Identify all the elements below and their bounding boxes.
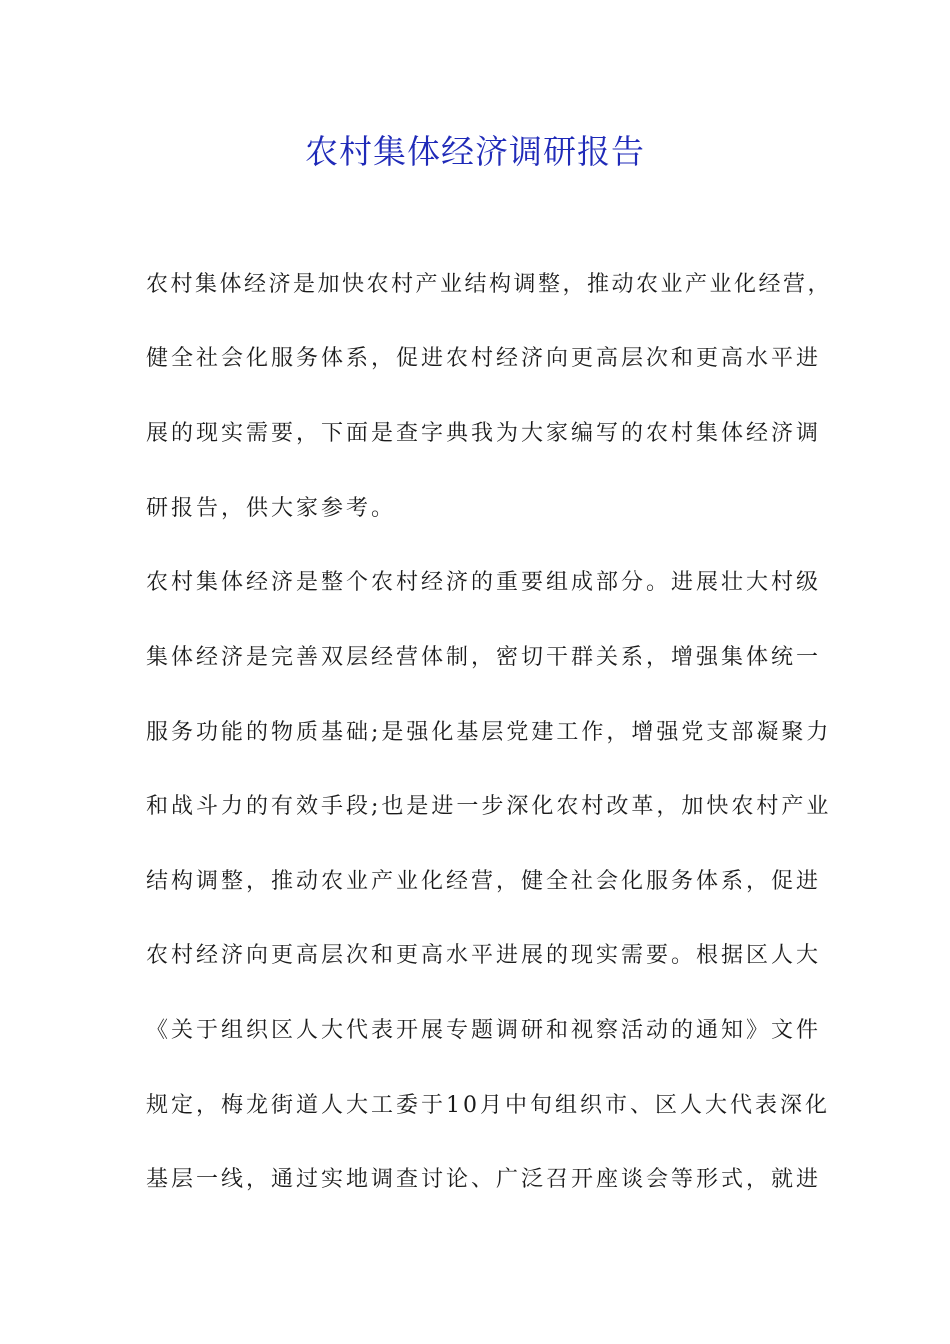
body-line: 农村集体经济是整个农村经济的重要组成部分。进展壮大村级 <box>146 570 822 595</box>
body-line: 服务功能的物质基础;是强化基层党建工作，增强党支部凝聚力 <box>146 720 832 745</box>
body-line: 农村集体经济是加快农村产业结构调整，推动农业产业化经营， <box>146 272 833 297</box>
body-line: 结构调整，推动农业产业化经营，健全社会化服务体系，促进 <box>146 869 822 894</box>
body-line: 研报告，供大家参考。 <box>146 496 397 521</box>
body-line: 健全社会化服务体系，促进农村经济向更高层次和更高水平进 <box>146 346 822 371</box>
body-line: 展的现实需要，下面是查字典我为大家编写的农村集体经济调 <box>146 421 822 446</box>
body-line: 规定，梅龙街道人大工委于10月中旬组织市、区人大代表深化 <box>146 1093 830 1118</box>
body-line: 《关于组织区人大代表开展专题调研和视察活动的通知》文件 <box>146 1018 822 1043</box>
body-line: 集体经济是完善双层经营体制，密切干群关系，增强集体统一 <box>146 645 822 670</box>
document-title: 农村集体经济调研报告 <box>305 132 645 171</box>
body-line: 基层一线，通过实地调查讨论、广泛召开座谈会等形式，就进 <box>146 1167 822 1192</box>
body-line: 和战斗力的有效手段;也是进一步深化农村改革，加快农村产业 <box>146 794 832 819</box>
body-line: 农村经济向更高层次和更高水平进展的现实需要。根据区人大 <box>146 943 822 968</box>
